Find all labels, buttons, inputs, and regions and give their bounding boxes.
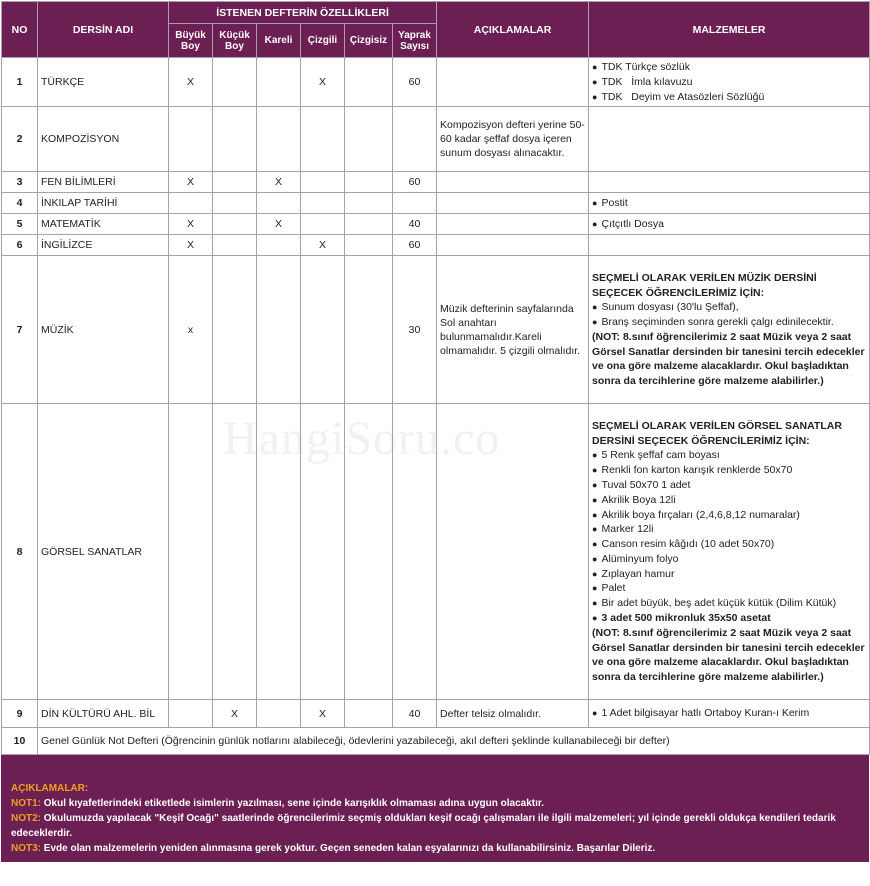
row-number: 9 — [2, 700, 38, 728]
table-row — [2, 172, 870, 193]
row-number: 2 — [2, 107, 38, 172]
material-item: ● Branş seçiminden sonra gerekli çalgı edinilecektir. — [592, 315, 866, 330]
course-name: İNGİLİZCE — [38, 235, 169, 256]
cell-materials — [589, 172, 870, 193]
cell-plain — [345, 700, 393, 728]
cell-plain — [345, 172, 393, 193]
cell-pages: 40 — [393, 214, 437, 235]
table-row — [2, 235, 870, 256]
cell-explanation — [437, 172, 589, 193]
note-3: NOT3: Evde olan malzemelerin yeniden alınmasına gerek yoktur. Geçen seneden kalan eşyalarınızı da kullanabilirsiniz. Başarılar Dileriz. — [11, 843, 656, 855]
cell-materials — [589, 58, 870, 107]
cell-materials — [589, 214, 870, 235]
cell-big: x — [169, 256, 213, 404]
header-pages: Yaprak Sayısı — [393, 24, 437, 58]
cell-small — [213, 172, 257, 193]
cell-pages: 60 — [393, 58, 437, 107]
cell-plain — [345, 107, 393, 172]
cell-plain — [345, 404, 393, 700]
table-row — [2, 107, 870, 172]
cell-lined: X — [301, 235, 345, 256]
row-number: 3 — [2, 172, 38, 193]
material-item: ● 5 Renk şeffaf cam boyası — [592, 448, 866, 463]
cell-materials — [589, 256, 870, 404]
cell-lined — [301, 404, 345, 700]
cell-explanation — [437, 58, 589, 107]
cell-lined — [301, 172, 345, 193]
material-item: ● Postit — [592, 196, 866, 211]
cell-pages: 40 — [393, 700, 437, 728]
notes-title: AÇIKLAMALAR: — [11, 783, 89, 795]
course-name: DİN KÜLTÜRÜ AHL. BİL — [38, 700, 169, 728]
header-lined: Çizgili — [301, 24, 345, 58]
cell-big: X — [169, 235, 213, 256]
cell-lined — [301, 256, 345, 404]
cell-lined: X — [301, 58, 345, 107]
material-item: ● Palet — [592, 581, 866, 596]
table-row — [2, 193, 870, 214]
cell-lined: X — [301, 700, 345, 728]
cell-big — [169, 404, 213, 700]
material-item: ● Alüminyum folyo — [592, 552, 866, 567]
note-2: NOT2: Okulumuzda yapılacak "Keşif Ocağı" saatlerinde öğrencilerimiz seçmiş oldukları keşif ocağı çalışmaları ile ilgili malzemeleri; yıl içinde gerekli oldukça kendileri tedarik edeceklerdir. — [11, 813, 836, 840]
cell-pages — [393, 107, 437, 172]
table-row — [2, 728, 870, 755]
cell-squared — [257, 193, 301, 214]
cell-plain — [345, 256, 393, 404]
cell-plain — [345, 214, 393, 235]
cell-squared — [257, 107, 301, 172]
table-row — [2, 58, 870, 107]
note-1: NOT1: Okul kıyafetlerindeki etiketlede isimlerin yazılması, sene içinde karışıklık olmaması adına uygun olacaktır. — [11, 798, 544, 810]
cell-squared: X — [257, 172, 301, 193]
cell-squared — [257, 700, 301, 728]
material-item: ● Bir adet büyük, beş adet küçük kütük (Dilim Kütük) — [592, 596, 866, 611]
cell-lined — [301, 193, 345, 214]
cell-squared — [257, 256, 301, 404]
materials-note: (NOT: 8.sınıf öğrencilerimiz 2 saat Müzik veya 2 saat Görsel Sanatlar dersinden bir tanesini tercih edecekler ve ona göre malzeme alacaklardır. Okul başladıktan sonra da tercihlerine göre malzeme alabilirler.) — [592, 626, 865, 684]
header-explanations: AÇIKLAMALAR — [437, 2, 589, 58]
cell-explanation: Defter telsiz olmalıdır. — [437, 700, 589, 728]
cell-materials — [589, 193, 870, 214]
cell-big: X — [169, 172, 213, 193]
materials-title: SEÇMELİ OLARAK VERİLEN GÖRSEL SANATLAR DERSİNİ SEÇECEK ÖĞRENCİLERİMİZ İÇİN: — [592, 419, 842, 447]
cell-plain — [345, 193, 393, 214]
cell-big — [169, 193, 213, 214]
material-item: ● Akrilik boya fırçaları (2,4,6,8,12 numaralar) — [592, 508, 866, 523]
cell-small — [213, 256, 257, 404]
cell-explanation — [437, 235, 589, 256]
row-number: 10 — [2, 728, 38, 755]
header-course: DERSİN ADI — [38, 2, 169, 58]
header-no: NO — [2, 2, 38, 58]
row10-text: Genel Günlük Not Defteri (Öğrencinin günlük notlarını alabileceği, ödevlerini yazabileceği, akıl defteri şeklinde kullanabileceği bir defter) — [38, 728, 870, 755]
cell-explanation: Kompozisyon defteri yerine 50-60 kadar şeffaf dosya içeren sunum dosyası alınacaktır. — [437, 107, 589, 172]
cell-pages — [393, 193, 437, 214]
header-materials: MALZEMELER — [589, 2, 870, 58]
cell-explanation — [437, 214, 589, 235]
course-name: MÜZİK — [38, 256, 169, 404]
cell-pages: 60 — [393, 235, 437, 256]
table-row — [2, 700, 870, 728]
course-name: İNKILAP TARİHİ — [38, 193, 169, 214]
material-item: ● Sunum dosyası (30'lu Şeffaf), — [592, 300, 866, 315]
cell-squared — [257, 404, 301, 700]
notes-panel — [1, 755, 869, 862]
row-number: 8 — [2, 404, 38, 700]
course-name: KOMPOZİSYON — [38, 107, 169, 172]
cell-big — [169, 700, 213, 728]
row-number: 4 — [2, 193, 38, 214]
cell-explanation — [437, 404, 589, 700]
material-item: ● TDK Deyim ve Atasözleri Sözlüğü — [592, 90, 866, 105]
materials-title: SEÇMELİ OLARAK VERİLEN MÜZİK DERSİNİ SEÇECEK ÖĞRENCİLERİMİZ İÇİN: — [592, 271, 817, 299]
course-name: FEN BİLİMLERİ — [38, 172, 169, 193]
material-item: ● Marker 12li — [592, 522, 866, 537]
table-row — [2, 214, 870, 235]
material-item: ● Akrilik Boya 12li — [592, 493, 866, 508]
cell-materials — [589, 107, 870, 172]
course-name: GÖRSEL SANATLAR — [38, 404, 169, 700]
cell-materials — [589, 700, 870, 728]
material-item: ● 1 Adet bilgisayar hatlı Ortaboy Kuran-ı Kerim — [592, 706, 866, 721]
material-item: ● 3 adet 500 mikronluk 35x50 asetat — [592, 611, 866, 626]
cell-small: X — [213, 700, 257, 728]
material-item: ● TDK Türkçe sözlük — [592, 60, 866, 75]
header-squared: Kareli — [257, 24, 301, 58]
cell-explanation — [437, 193, 589, 214]
cell-small — [213, 107, 257, 172]
cell-small — [213, 235, 257, 256]
cell-small — [213, 214, 257, 235]
course-name: TÜRKÇE — [38, 58, 169, 107]
material-item: ● TDK İmla kılavuzu — [592, 75, 866, 90]
cell-materials — [589, 235, 870, 256]
supply-list-page — [1, 1, 869, 862]
cell-big: X — [169, 58, 213, 107]
cell-small — [213, 58, 257, 107]
material-item: ● Renkli fon karton karışık renklerde 50x70 — [592, 463, 866, 478]
cell-lined — [301, 107, 345, 172]
header-small: Küçük Boy — [213, 24, 257, 58]
cell-pages — [393, 404, 437, 700]
material-item: ● Canson resim kâğıdı (10 adet 50x70) — [592, 537, 866, 552]
cell-big: X — [169, 214, 213, 235]
table-row — [2, 404, 870, 700]
header-notebook-features: İSTENEN DEFTERİN ÖZELLİKLERİ — [169, 2, 437, 24]
cell-small — [213, 404, 257, 700]
cell-lined — [301, 214, 345, 235]
cell-plain — [345, 235, 393, 256]
course-name: MATEMATİK — [38, 214, 169, 235]
row-number: 6 — [2, 235, 38, 256]
header-big: Büyük Boy — [169, 24, 213, 58]
material-item: ● Zıplayan hamur — [592, 567, 866, 582]
material-item: ● Tuval 50x70 1 adet — [592, 478, 866, 493]
cell-squared — [257, 235, 301, 256]
material-item: ● Çıtçıtlı Dosya — [592, 217, 866, 232]
cell-pages: 60 — [393, 172, 437, 193]
cell-squared: X — [257, 214, 301, 235]
row-number: 7 — [2, 256, 38, 404]
materials-note: (NOT: 8.sınıf öğrencilerimiz 2 saat Müzik veya 2 saat Görsel Sanatlar dersinden bir tanesini tercih edecekler ve ona göre malzeme alacaklardır. Okul başladıktan sonra da tercihlerine göre malzeme alabilirler.) — [592, 330, 865, 388]
table-row — [2, 256, 870, 404]
header-plain: Çizgisiz — [345, 24, 393, 58]
watermark: HangiSoru.co — [223, 412, 501, 465]
supply-table — [1, 1, 870, 755]
row-number: 5 — [2, 214, 38, 235]
cell-pages: 30 — [393, 256, 437, 404]
row-number: 1 — [2, 58, 38, 107]
cell-explanation: Müzik defterinin sayfalarında Sol anahtarı bulunmamalıdır.Kareli olmamalıdır. 5 çizgili olmalıdır. — [437, 256, 589, 404]
cell-squared — [257, 58, 301, 107]
cell-plain — [345, 58, 393, 107]
cell-small — [213, 193, 257, 214]
cell-big — [169, 107, 213, 172]
cell-materials — [589, 404, 870, 700]
